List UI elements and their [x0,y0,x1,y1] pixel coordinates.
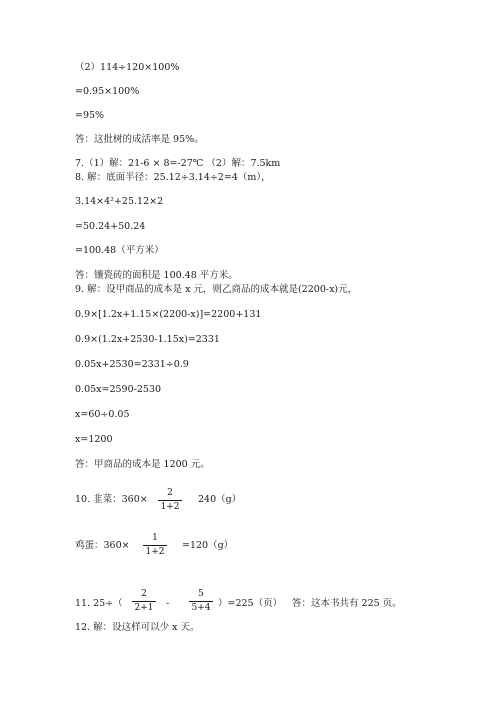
fraction-denominator: 2+1 [134,603,154,613]
q8-answer: 答：镶瓷砖的面积是 100.48 平方米。 [75,270,238,281]
q10-line2-suffix: =120（g） [182,540,234,551]
q11-fraction-1 [132,589,156,614]
q8-line: 8. 解：底面半径：25.12÷3.14÷2=4（m）， [75,172,271,183]
q10-line1-fraction [158,488,182,513]
q6-answer: 答：这批树的成活率是 95%。 [75,134,204,145]
fraction-bar [143,545,167,546]
fraction-numerator: 2 [167,488,173,498]
q11-prefix: 11. 25÷（ [75,598,123,609]
q10-line1-suffix: 240（g） [198,494,242,505]
q11-fraction-2 [189,589,213,614]
q9-step-2: 0.9×(1.2x+2530-1.15x)=2331 [75,334,220,345]
q11-minus: - [166,598,170,609]
q8-step-3: =100.48（平方米） [75,245,164,256]
q12-line: 12. 解：设这样可以少 x 天。 [75,622,200,633]
q9-step-1: 0.9×[1.2x+1.15×(2200-x)]=2200+131 [75,309,262,320]
q8-step-2: =50.24+50.24 [75,221,146,232]
fraction-numerator: 5 [198,589,204,599]
q6-step-1: （2）114÷120×100% [75,62,180,73]
q9-step-4: 0.05x=2590-2530 [75,384,162,395]
q6-step-3: =95% [75,110,105,121]
fraction-denominator: 1+2 [160,502,180,512]
q9-step-5: x=60÷0.05 [75,409,130,420]
q8-step-1: 3.14×4²+25.12×2 [75,196,164,207]
q9-line: 9. 解：设甲商品的成本是 x 元，则乙商品的成本就是(2200-x)元， [75,284,358,295]
q10-line1-prefix: 10. 韭菜：360× [75,494,148,505]
q11-answer: 答：这本书共有 225 页。 [292,598,402,609]
fraction-denominator: 1+2 [145,547,165,557]
q10-line2-prefix: 鸡蛋：360× [75,540,130,551]
q9-step-3: 0.05x+2530=2331÷0.9 [75,359,189,370]
q11-suffix: ）=225（页） [218,598,283,609]
fraction-bar [158,500,182,501]
fraction-numerator: 1 [152,533,158,543]
fraction-denominator: 5+4 [191,603,211,613]
q9-answer: 答：甲商品的成本是 1200 元。 [75,459,210,470]
q7-line: 7.（1）解：21-6 × 8=-27℃ （2）解：7.5km [75,158,281,169]
fraction-bar [189,601,213,602]
fraction-bar [132,601,156,602]
q6-step-2: =0.95×100% [75,86,140,97]
q10-line2-fraction [143,533,167,558]
q9-step-6: x=1200 [75,434,113,445]
fraction-numerator: 2 [141,589,147,599]
